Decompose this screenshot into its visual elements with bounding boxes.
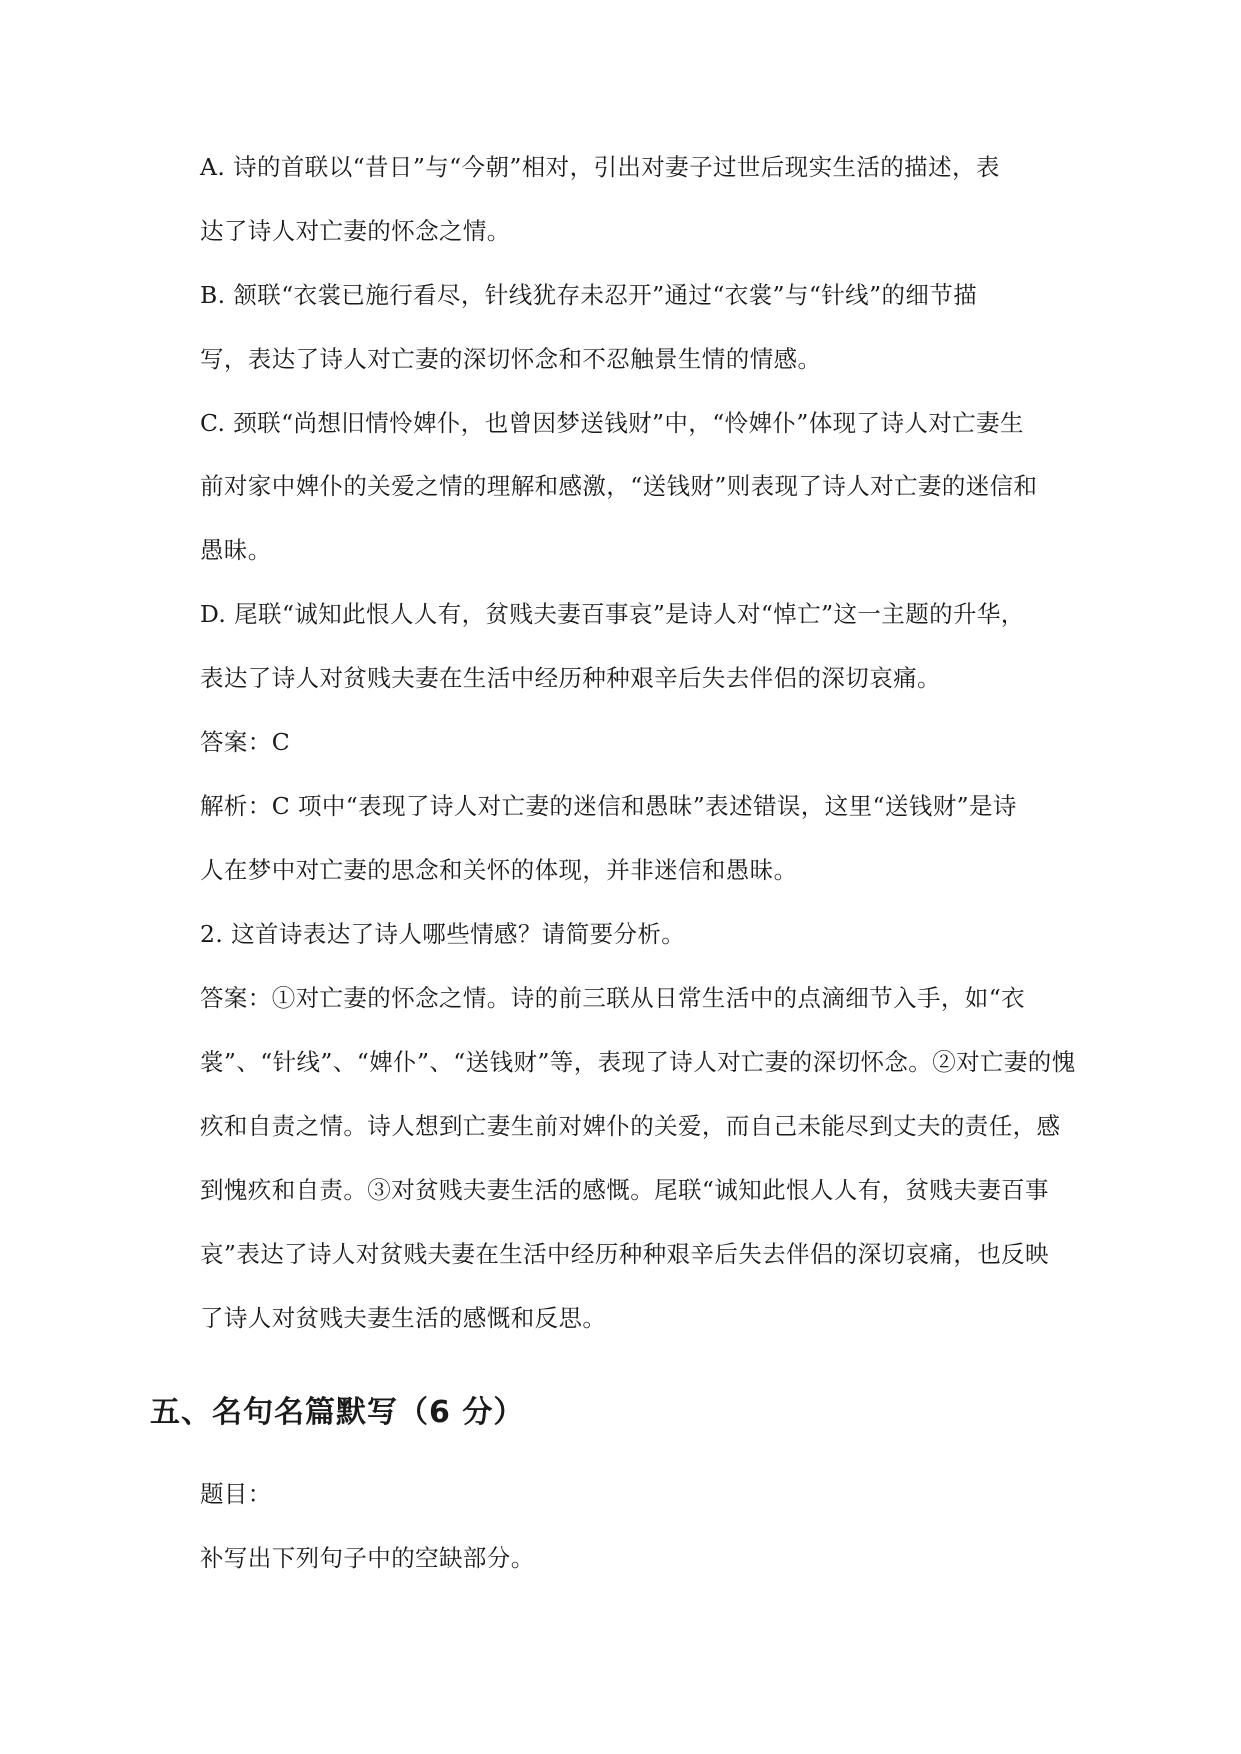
section-five-prompt-label: 题目： xyxy=(200,1480,272,1508)
q2-answer-line-1: 答案：①对亡妻的怀念之情。诗的前三联从日常生活中的点滴细节入手，如“衣 xyxy=(200,984,1026,1012)
q2-answer-line-2: 裳”、“针线”、“婢仆”、“送钱财”等，表现了诗人对亡妻的深切怀念。②对亡妻的愧 xyxy=(200,1048,1076,1076)
q1-analysis-line-1: 解析：C 项中“表现了诗人对亡妻的迷信和愚昧”表述错误，这里“送钱财”是诗 xyxy=(200,792,1017,820)
q1-analysis-line-2: 人在梦中对亡妻的思念和关怀的体现，并非迷信和愚昧。 xyxy=(200,856,798,884)
section-five-heading: 五、名句名篇默写（6 分） xyxy=(150,1395,525,1430)
q2-answer-line-5: 哀”表达了诗人对贫贱夫妻在生活中经历种种艰辛后失去伴侣的深切哀痛，也反映 xyxy=(200,1240,1049,1268)
option-c-line-3: 愚昧。 xyxy=(200,536,272,564)
option-a-line-2: 达了诗人对亡妻的怀念之情。 xyxy=(200,217,511,245)
option-c-line-2: 前对家中婢仆的关爱之情的理解和感激，“送钱财”则表现了诗人对亡妻的迷信和 xyxy=(200,472,1038,500)
option-d-line-1: D. 尾联“诚知此恨人人有，贫贱夫妻百事哀”是诗人对“悼亡”这一主题的升华， xyxy=(200,600,1025,628)
q2-answer-line-3: 疚和自责之情。诗人想到亡妻生前对婢仆的关爱，而自己未能尽到丈夫的责任，感 xyxy=(200,1112,1061,1140)
q2-answer-line-6: 了诗人对贫贱夫妻生活的感慨和反思。 xyxy=(200,1304,607,1332)
q2-question: 2. 这首诗表达了诗人哪些情感？请简要分析。 xyxy=(200,920,686,948)
option-b-line-1: B. 颔联“衣裳已施行看尽，针线犹存未忍开”通过“衣裳”与“针线”的细节描 xyxy=(200,281,978,309)
option-b-line-2: 写，表达了诗人对亡妻的深切怀念和不忍触景生情的情感。 xyxy=(200,345,822,373)
q1-answer: 答案：C xyxy=(200,728,291,756)
q2-answer-line-4: 到愧疚和自责。③对贫贱夫妻生活的感慨。尾联“诚知此恨人人有，贫贱夫妻百事 xyxy=(200,1176,1049,1204)
section-five-instruction: 补写出下列句子中的空缺部分。 xyxy=(200,1544,535,1572)
option-c-line-1: C. 颈联“尚想旧情怜婢仆，也曾因梦送钱财”中，“怜婢仆”体现了诗人对亡妻生 xyxy=(200,409,1024,437)
option-a-line-1: A. 诗的首联以“昔日”与“今朝”相对，引出对妻子过世后现实生活的描述，表 xyxy=(200,153,1000,181)
option-d-line-2: 表达了诗人对贫贱夫妻在生活中经历种种艰辛后失去伴侣的深切哀痛。 xyxy=(200,664,941,692)
